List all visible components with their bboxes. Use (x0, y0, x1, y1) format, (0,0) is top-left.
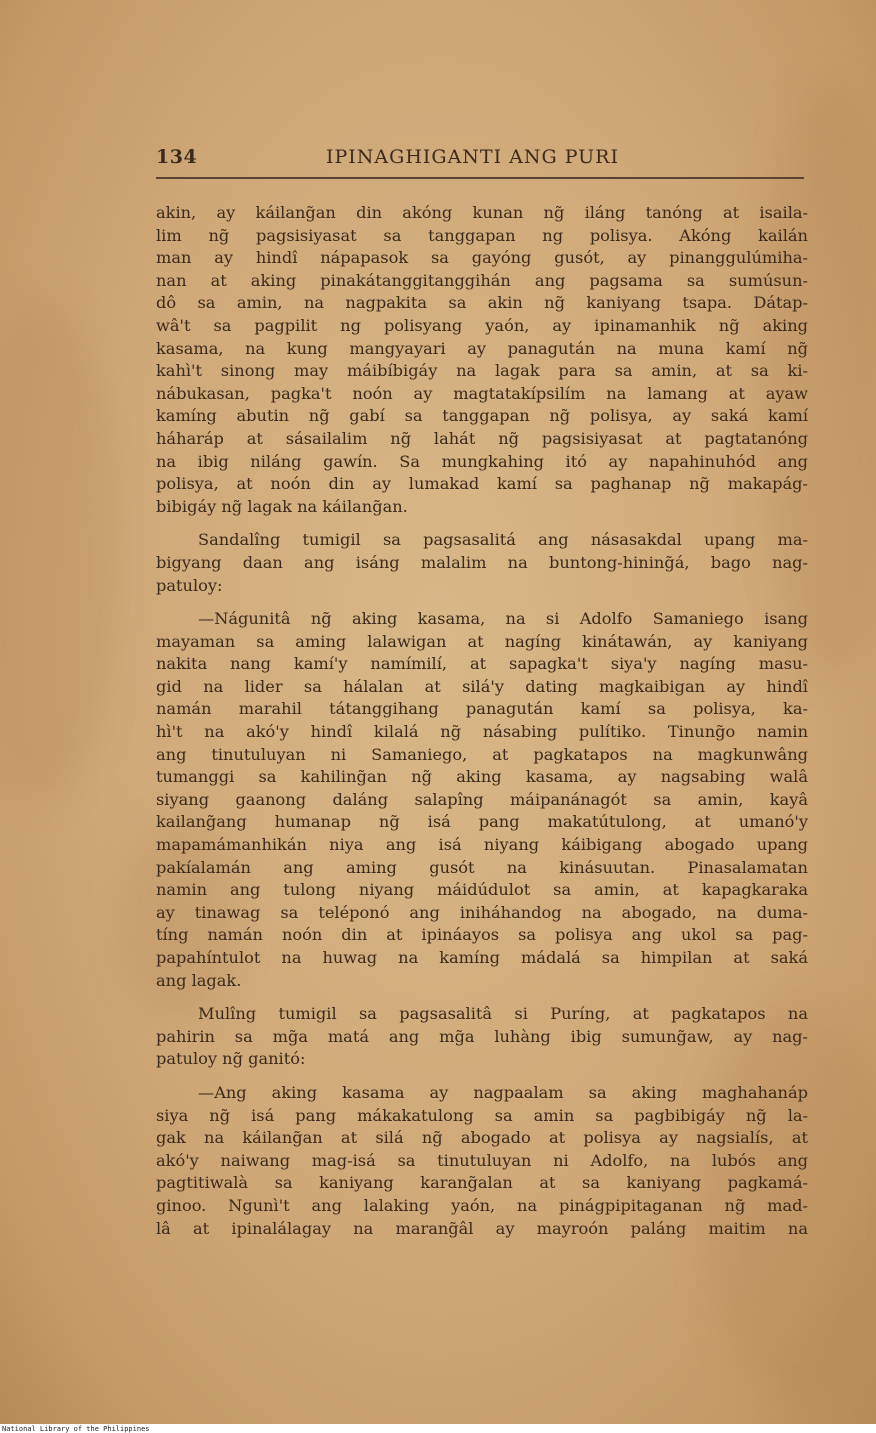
paper-stain (0, 300, 120, 800)
text-line: mapamámanhikán niya ang isá niyang káibigang abogado upang (156, 835, 808, 855)
text-line: háharáp at sásailalim ng̃ lahát ng̃ pagsisiyasat at pagtatanóng (156, 428, 808, 448)
text-line: akin, ay káilang̃an din akóng kunan ng̃ iláng tanóng at isaila- (156, 203, 808, 222)
header-rule (156, 177, 804, 179)
text-line: ang lagak. (156, 970, 242, 990)
text-line: nakita nang kamí'y namímilí, at sapagka't siya'y nagíng masu- (156, 654, 808, 674)
paragraph (156, 608, 808, 992)
text-line: pakíalamán ang aming gusót na kinásuutan. Pinasalamatan (156, 857, 808, 877)
text-line: tíng namán noón din at ipináayos sa polisya ang ukol sa pag- (156, 925, 808, 945)
text-line: kailang̃ang humanap ng̃ isá pang makatútulong, at umanó'y (156, 812, 808, 832)
text-line: ang tinutuluyan ni Samaniego, at pagkatapos na magkunwâng (156, 744, 808, 764)
page-header (156, 146, 806, 176)
paragraph (156, 529, 808, 597)
text-line: bibigáy ng̃ lagak na káilang̃an. (156, 496, 408, 516)
text-line: siyang gaanong daláng salapîng máipanánagót sa amin, kayâ (156, 789, 808, 809)
paragraph (156, 1082, 808, 1240)
text-line: nábukasan, pagka't noón ay magtatakípsilím na lamang at ayaw (156, 383, 808, 403)
text-line: patuloy ng̃ ganitó: (156, 1049, 306, 1069)
text-line: kahì't sinong may máibíbigáy na lagak para sa amin, at sa ki- (156, 361, 808, 381)
text-line: ginoo. Ngunì't ang lalaking yaón, na pinágpipitaganan ng̃ mad- (156, 1195, 808, 1215)
text-line: patuloy: (156, 575, 223, 595)
text-line: namán marahil tátanggihang panagután kamí sa polisya, ka- (156, 699, 808, 719)
text-line: —Nágunitâ ng̃ aking kasama, na si Adolfo Samaniego isang (198, 609, 808, 629)
text-line: lim ng̃ pagsisiyasat sa tanggapan ng polisya. Akóng kailán (156, 225, 808, 245)
text-line: —Ang aking kasama ay nagpaalam sa aking maghahanáp (198, 1082, 808, 1102)
text-line: mayaman sa aming lalawigan at nagíng kinátawán, ay kaniyang (156, 631, 808, 651)
text-line: na ibig niláng gawín. Sa mungkahing itó ay napahinuhód ang (156, 451, 808, 471)
paragraph (156, 1003, 808, 1071)
body-text (156, 202, 808, 1240)
library-credit: National Library of the Philippines (2, 1425, 150, 1433)
text-line: wâ't sa pagpilit ng polisyang yaón, ay ipinamanhik ng̃ aking (156, 315, 808, 335)
text-line: hì't na akó'y hindî kilalá ng̃ násabing pulítiko. Tinung̃o namin (156, 722, 808, 742)
text-line: lâ at ipinalálagay na marang̃âl ay mayroón paláng maitim na (156, 1218, 808, 1238)
text-line: pahirin sa mg̃a matá ang mg̃a luhàng ibig sumung̃aw, ay nag- (156, 1026, 808, 1046)
text-line: gid na lider sa hálalan at silá'y dating magkaibigan ay hindî (156, 676, 808, 696)
page-number: 134 (156, 146, 198, 168)
text-line: akó'y naiwang mag-isá sa tinutuluyan ni Adolfo, na lubós ang (156, 1150, 808, 1170)
text-line: tumanggi sa kahiling̃an ng̃ aking kasama, ay nagsabing walâ (156, 767, 808, 787)
text-line: namin ang tulong niyang máidúdulot sa amin, at kapagkaraka (156, 880, 808, 900)
text-line: bigyang daan ang isáng malalim na buntong-hining̃á, bago nag- (156, 552, 808, 572)
text-line: man ay hindî nápapasok sa gayóng gusót, ay pinanggulúmiha- (156, 248, 808, 268)
text-line: dô sa amin, na nagpakita sa akin ng̃ kaniyang tsapa. Dátap- (156, 293, 808, 313)
text-line: kamíng abutin ng̃ gabí sa tanggapan ng̃ polisya, ay saká kamí (156, 406, 808, 426)
text-line: Sandalîng tumigil sa pagsasalitá ang násasakdal upang ma- (198, 530, 808, 550)
text-line: Mulîng tumigil sa pagsasalitâ si Puríng, at pagkatapos na (198, 1004, 808, 1024)
text-line: siya ng̃ isá pang mákakatulong sa amin sa pagbibigáy ng̃ la- (156, 1105, 808, 1125)
text-line: nan at aking pinakátanggitanggihán ang pagsama sa sumúsun- (156, 270, 808, 290)
text-line: ay tinawag sa teléponó ang iniháhandog na abogado, na duma- (156, 902, 808, 922)
text-line: papahíntulot na huwag na kamíng mádalá sa himpilan at saká (156, 948, 808, 967)
running-title: IPINAGHIGANTI ANG PURI (326, 146, 619, 168)
text-line: gak na káilang̃an at silá ng̃ abogado at polisya ay nagsialís, at (156, 1128, 808, 1148)
text-line: pagtitiwalà sa kaniyang karang̃alan at sa kaniyang pagkamá- (156, 1173, 808, 1193)
text-line: polisya, at noón din ay lumakad kamí sa paghanap ng̃ makapág- (156, 474, 808, 494)
paragraph (156, 202, 808, 518)
text-line: kasama, na kung mangyayari ay panagután na muna kamí ng̃ (156, 338, 808, 358)
